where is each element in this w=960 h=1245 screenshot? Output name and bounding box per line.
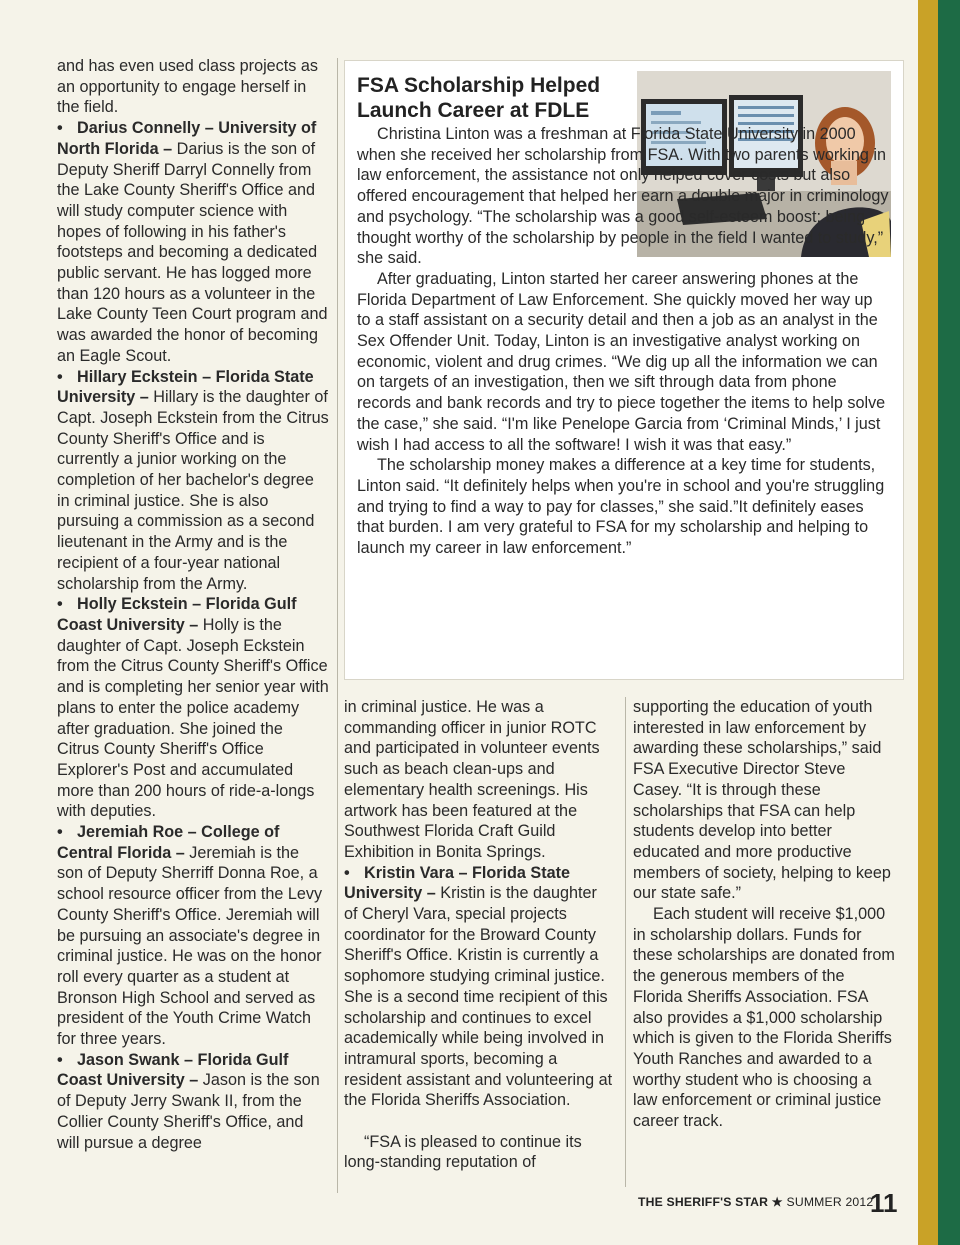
recipient-heading: Jeremiah Roe – College of Central Florida – — [57, 823, 280, 862]
right-paragraph-2: Each student will receive $1,000 in scholarship dollars. Funds for these scholarships are donated from the generous members of the Florida Sheriffs Association. FSA also provides a $1,000 scholarship which is given to the Florida Sheriffs Youth Ranches and awarded to a worthy student who is choosing a law enforcement or criminal justice career track. — [633, 905, 895, 1131]
bullet-icon: • — [57, 367, 63, 386]
feature-title: FSA Scholarship Helped Launch Career at FDLE — [357, 74, 601, 122]
bullet-icon: • — [344, 863, 350, 882]
green-edge-stripe — [938, 0, 960, 1245]
recipient-hillary-eckstein — [57, 367, 329, 595]
bullet-icon: • — [57, 595, 63, 614]
right-paragraph-1: supporting the education of youth interested in law enforcement by awarding these scholarships,” said FSA Executive Director Steve Casey. “It is through these scholarships that FSA can help students develop into better educated and more productive members of society, helping to keep our state safe.” — [633, 698, 891, 903]
paragraph-spacer — [344, 1111, 614, 1132]
feature-paragraph-2: After graduating, Linton started her career answering phones at the Florida Department of Law Enforcement. She quickly moved her way up to a staff assistant on a security detail and then a job as an analyst in the Sex Offender Unit. Today, Linton is an investigative analyst working on economic, violent and drug crimes. “We dig up all the information we can on targets of an investigation, then we sift through data from phone records and bank records and try to piece together the items to help solve the case,” she said. “I'm like Penelope Garcia from ‘Criminal Minds,’ I just wish I had access to all the software! I wish it was that easy.” — [357, 269, 886, 454]
bullet-icon: • — [57, 1050, 63, 1069]
bullet-icon: • — [57, 119, 63, 138]
feature-article — [357, 73, 889, 559]
recipient-jason-swank — [57, 1050, 329, 1154]
middle-closing: “FSA is pleased to continue its long-standing reputation of — [344, 1132, 582, 1172]
recipient-text: Jason is the son of Deputy Jerry Swank II, from the Collier County Sheriff's Office, and will pursue a degree — [57, 1071, 320, 1152]
recipient-text: Hillary is the daughter of Capt. Joseph Eckstein from the Citrus County Sheriff's Office and is currently a junior working on the completion of her bachelor's degree in criminal justice. She is also pursuing a commission as a second lieutenant in the Army and is the recipient of a four-year national scholarship from the Army. — [57, 388, 329, 593]
feature-box — [344, 60, 904, 680]
footer-publication — [638, 1195, 873, 1209]
issue-date: SUMMER 2012 — [786, 1195, 874, 1209]
recipient-heading: Darius Connelly – University of North Florida – — [57, 119, 317, 158]
recipient-kristin-vara — [344, 863, 614, 1111]
column-rule-left — [337, 58, 338, 1193]
page-number: 11 — [870, 1188, 898, 1218]
recipient-text: Kristin is the daughter of Cheryl Vara, special projects coordinator for the Broward County Sheriff's Office. Kristin is currently a sophomore studying criminal justice. She is a second time recipient of this scholarship and continues to excel academically while being involved in intramural sports, becoming a resident assistant and volunteering at the Florida Sheriffs Association. — [344, 884, 613, 1110]
recipient-heading: Kristin Vara – Florida State University – — [344, 863, 571, 903]
feature-paragraph-1: Christina Linton was a freshman at Florida State University in 2000 when she received her scholarship from FSA. With two parents working in law enforcement, the assistance not only helped cover costs but also offered encouragement that helped her earn a double major in criminology and psychology. “The scholarship was a good self-esteem boost; being thought worthy of the scholarship by people in the field I wanted to study,” she said. — [357, 125, 889, 268]
left-column — [57, 56, 329, 1153]
gold-edge-stripe — [918, 0, 938, 1245]
recipient-holly-eckstein — [57, 594, 329, 822]
publication-name: THE SHERIFF'S STAR ★ — [638, 1195, 783, 1209]
recipient-text: Jeremiah is the son of Deputy Sherriff Donna Roe, a school resource officer from the Levy County Sheriff's Office. Jeremiah will be pursuing an associate's degree in criminal justice. He was on the honor roll every quarter as a student at Bronson High School and served as president of the Youth Crime Watch for three years. — [57, 843, 323, 1049]
recipient-text: Darius is the son of Deputy Sheriff Darryl Connelly from the Lake County Sheriff's Office and will study computer science with hopes of following in his father's footsteps and becoming a dedicated public servant. He has logged more than 120 hours as a volunteer in the Lake County Teen Court program and was awarded the honor of becoming an Eagle Scout. — [57, 139, 328, 365]
middle-continued: in criminal justice. He was a commanding officer in junior ROTC and participated in volunteer events such as beach clean-ups and elementary health screenings. His artwork has been featured at the Southwest Florida Craft Guild Exhibition in Bonita Springs. — [344, 698, 600, 861]
recipient-darius-connelly — [57, 118, 329, 366]
column-rule-right — [625, 697, 626, 1187]
recipient-text: Holly is the daughter of Capt. Joseph Eckstein from the Citrus County Sheriff's Office and is completing her senior year with plans to enter the police academy after graduation. She joined the Citrus County Sheriff's Office Explorer's Post and accumulated more than 200 hours of ride-a-longs with deputies. — [57, 615, 329, 821]
recipient-heading: Holly Eckstein – Florida Gulf Coast University – — [57, 595, 297, 634]
feature-paragraph-3: The scholarship money makes a difference at a key time for students, Linton said. “It definitely helps when you're in school and you're struggling and trying to find a way to pay for classes,” she said.”It definitely eases that burden. I am very grateful to FSA for my scholarship and helping to launch my career in law enforcement.” — [357, 456, 885, 558]
recipient-heading: Hillary Eckstein – Florida State University – — [57, 367, 314, 407]
right-column — [633, 697, 895, 1132]
middle-column — [344, 697, 614, 1173]
bullet-icon: • — [57, 823, 63, 842]
recipient-jeremiah-roe — [57, 822, 329, 1050]
page-footer — [638, 1188, 908, 1218]
left-intro: and has even used class projects as an opportunity to engage herself in the field. — [57, 57, 318, 117]
recipient-heading: Jason Swank – Florida Gulf Coast University – — [57, 1050, 289, 1090]
